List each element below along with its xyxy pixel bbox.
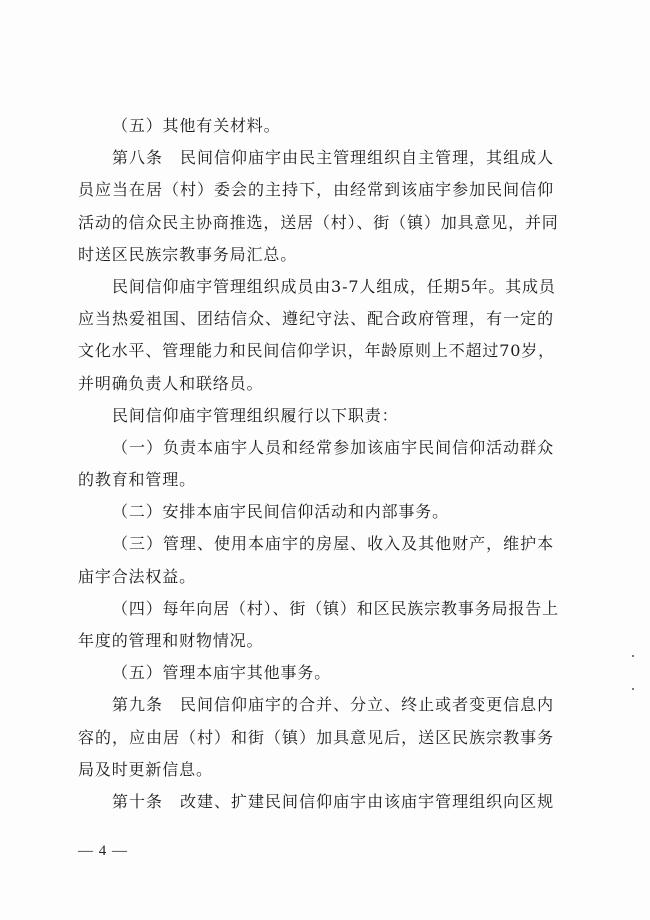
text-line: 庙宇合法权益。 (78, 566, 196, 586)
text-line: 员应当在居（村）委会的主持下，由经常到该庙宇参加民间信仰 (78, 180, 554, 200)
text-line: 容的，应由居（村）和街（镇）加具意见后，送区民族宗教事务 (78, 727, 554, 747)
text-line: （五）管理本庙宇其他事务。 (112, 663, 332, 683)
text-line: （二）安排本庙宇民间信仰活动和内部事务。 (112, 502, 450, 522)
text-line: 民间信仰庙宇管理组织成员由3-7人组成，任期5年。其成员 (112, 276, 556, 296)
text-line: 第九条 民间信仰庙宇的合并、分立、终止或者变更信息内 (112, 695, 554, 715)
text-line: （一）负责本庙宇人员和经常参加该庙宇民间信仰活动群众 (112, 437, 554, 457)
text-line: （五）其他有关材料。 (112, 116, 281, 135)
text-line: 年度的管理和财物情况。 (78, 631, 264, 650)
text-line: 应当热爱祖国、团结信众、遵纪守法、配合政府管理，有一定的 (78, 309, 554, 329)
text-line: 的教育和管理。 (78, 470, 196, 490)
text-line: 文化水平、管理能力和民间信仰学识，年龄原则上不超过70岁， (78, 341, 556, 361)
page-number: — 4 — (78, 843, 128, 859)
text-line: 第十条 改建、扩建民间信仰庙宇由该庙宇管理组织向区规 (112, 791, 554, 811)
document-body (78, 110, 559, 818)
text-line: （三）管理、使用本庙宇的房屋、收入及其他财产，维护本 (112, 534, 554, 554)
text-line: 并明确负责人和联络员。 (78, 373, 264, 393)
text-line: 局及时更新信息。 (78, 759, 213, 779)
text-line: 时送区民族宗教事务局汇总。 (78, 244, 298, 264)
binding-dot (632, 688, 634, 690)
text-line: 民间信仰庙宇管理组织履行以下职责： (112, 405, 399, 425)
text-line: （四）每年向居（村）、街（镇）和区民族宗教事务局报告上 (112, 598, 559, 618)
text-line: 第八条 民间信仰庙宇由民主管理组织自主管理，其组成人 (112, 148, 554, 168)
text-line: 活动的信众民主协商推选，送居（村）、街（镇）加具意见，并同 (78, 212, 559, 232)
binding-dot (632, 655, 634, 657)
